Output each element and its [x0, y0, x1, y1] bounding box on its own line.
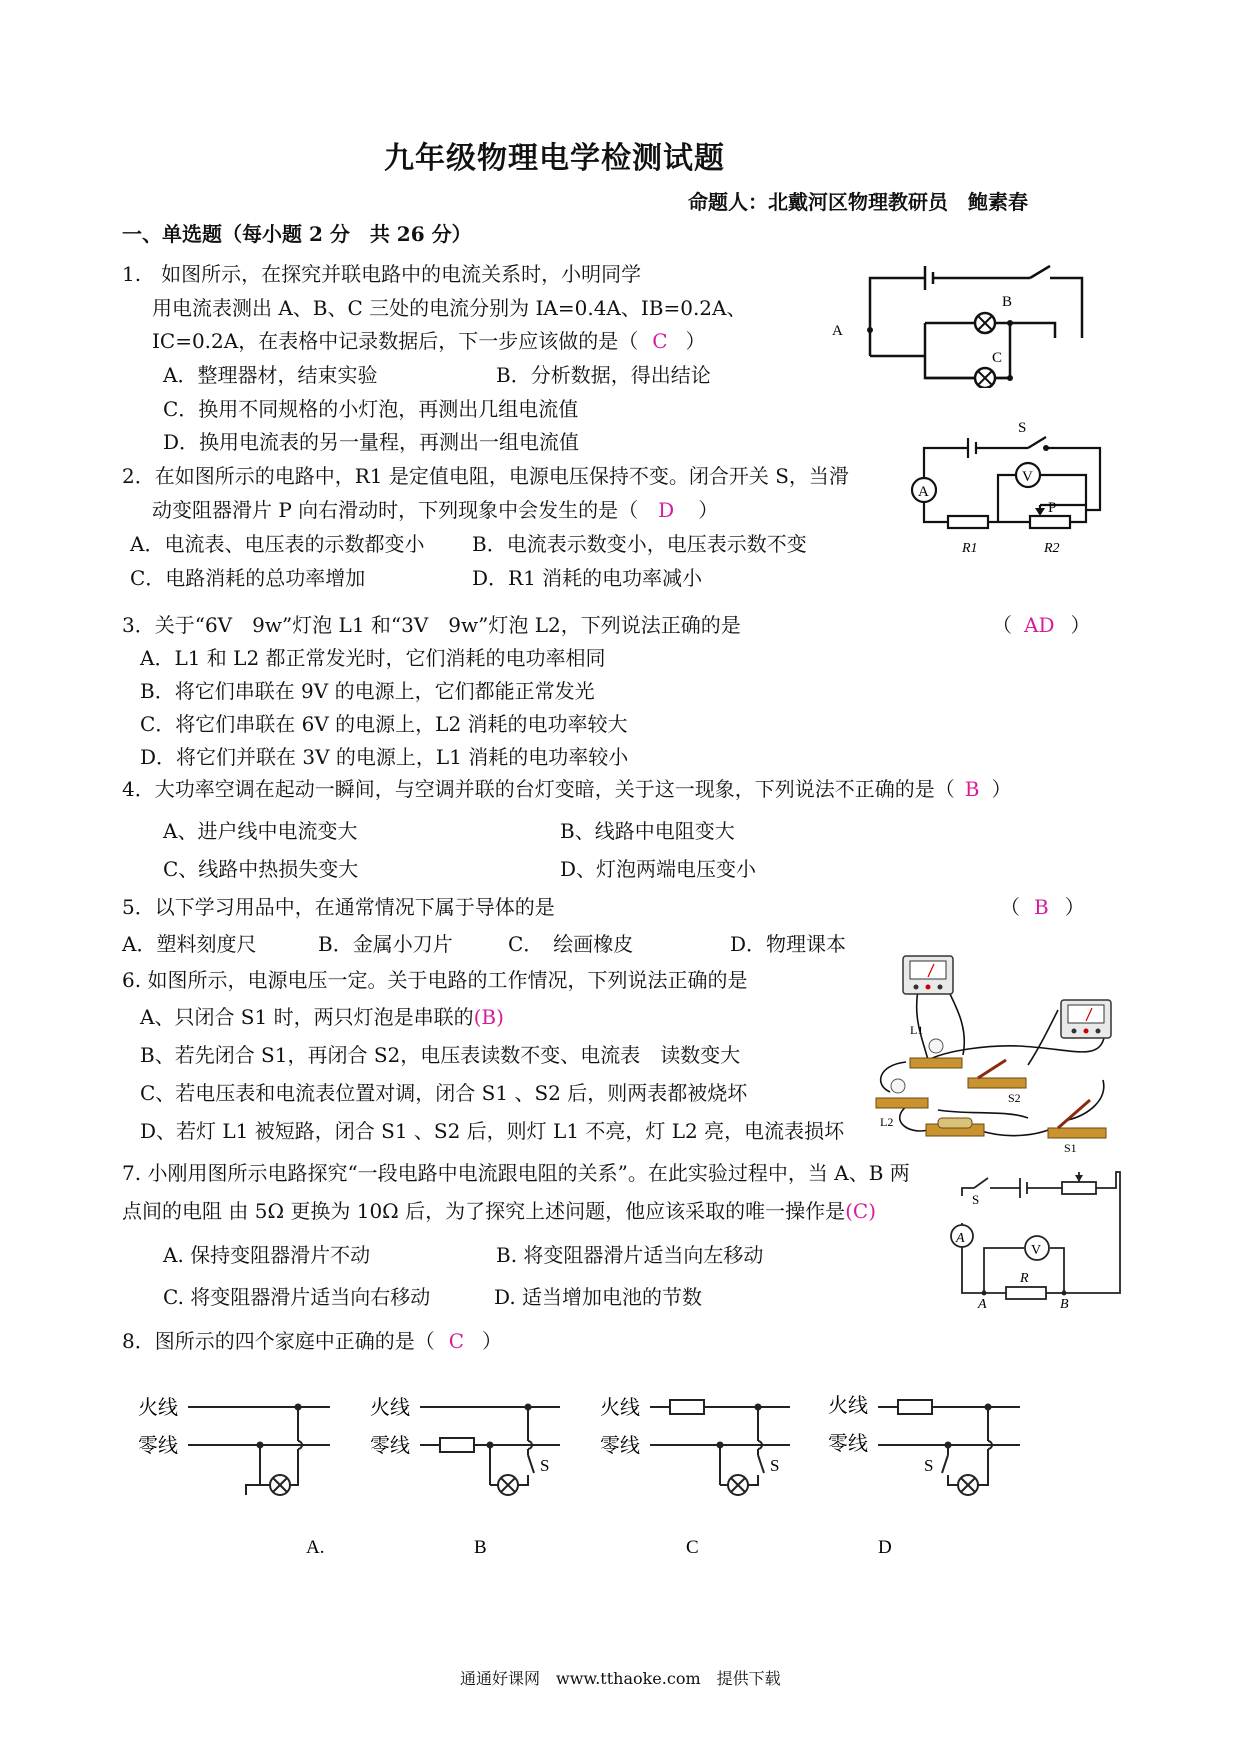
- option-label-a: A.: [306, 1537, 325, 1558]
- q1-close: ）: [685, 329, 706, 353]
- lamp-icon: [270, 1475, 290, 1495]
- q6-option-d: D、若灯 L1 被短路，闭合 S1 、S2 后，则灯 L1 不亮，灯 L2 亮，电流表损坏: [140, 1119, 845, 1143]
- q5-option-b: B．金属小刀片: [318, 932, 453, 956]
- q5-option-d: D．物理课本: [730, 932, 847, 956]
- q2-option-c: C．电路消耗的总功率增加: [130, 566, 366, 590]
- q7-fig-label-pb: B: [1060, 1297, 1069, 1308]
- q5-answer: B: [1034, 895, 1049, 919]
- ammeter-icon: [1061, 1000, 1111, 1038]
- svg-text:A: A: [918, 484, 929, 500]
- q2-circuit-diagram: [900, 420, 1130, 560]
- option-label-c: C: [686, 1537, 699, 1558]
- q7-fig-label-pa: A: [978, 1297, 987, 1308]
- q4-stem: 4．大功率空调在起动一瞬间，与空调并联的台灯变暗，关于这一现象，下列说法不正确的是（: [122, 777, 955, 801]
- footer-credit: 通通好课网 www.tthaoke.com 提供下载: [460, 1669, 781, 1688]
- q1-line2: 用电流表测出 A、B、C 三处的电流分别为 IA=0.4A、IB=0.2A、: [152, 296, 747, 320]
- q3-option-d: D．将它们并联在 3V 的电源上，L1 消耗的电功率较小: [140, 745, 629, 769]
- q2-fig-label-r1: R1: [962, 541, 978, 556]
- q7-line2: 点间的电阻 由 5Ω 更换为 10Ω 后，为了探究上述问题，他应该采取的唯一操作是: [122, 1199, 846, 1223]
- q5-option-c: C． 绘画橡皮: [508, 932, 634, 956]
- q4-option-c: C、线路中热损失变大: [163, 857, 359, 881]
- q5-close: ）: [1064, 895, 1085, 919]
- switch-label-d: S: [924, 1456, 934, 1475]
- option-label-d: D: [878, 1537, 892, 1558]
- switch-label-b: S: [540, 1456, 550, 1475]
- lamp-icon: [876, 1079, 928, 1108]
- q6-fig-label-s1: S1: [1064, 1141, 1077, 1155]
- q5-open: （: [1000, 895, 1020, 919]
- q4-close: ）: [991, 777, 1012, 801]
- lamp-icon: [975, 313, 995, 333]
- q6-option-b: B、若先闭合 S1，再闭合 S2，电压表读数不变、电流表 读数变大: [140, 1043, 741, 1067]
- q6-option-c: C、若电压表和电流表位置对调，闭合 S1 、S2 后，则两表都被烧坏: [140, 1081, 748, 1105]
- live-label-b: 火线: [370, 1397, 410, 1419]
- neutral-label-a: 零线: [138, 1435, 178, 1457]
- ammeter-icon: [912, 478, 936, 502]
- live-label-d: 火线: [828, 1395, 868, 1417]
- neutral-label-d: 零线: [828, 1433, 868, 1455]
- voltmeter-icon: [1016, 463, 1040, 487]
- q7-fig-label-s: S: [972, 1192, 980, 1207]
- q4-line1: [122, 776, 1011, 802]
- q8-answer: C: [448, 1329, 465, 1353]
- q7-option-a: A. 保持变阻器滑片不动: [163, 1243, 371, 1267]
- ammeter-icon: [951, 1225, 973, 1247]
- q2-option-b: B．电流表示数变小，电压表示数不变: [472, 532, 807, 556]
- q2-stem: 动变阻器滑片 P 向右滑动时，下列现象中会发生的是（: [152, 498, 639, 522]
- switch-icon: [968, 1060, 1026, 1088]
- q2-line2: [152, 497, 718, 523]
- q3-option-b: B．将它们串联在 9V 的电源上，它们都能正常发光: [140, 679, 595, 703]
- author-line: 命题人：北戴河区物理教研员 鲍素春: [688, 190, 1028, 214]
- q7-fig-label-r: R: [1020, 1271, 1029, 1286]
- svg-text:A: A: [956, 1231, 965, 1246]
- q1-fig-label-b: B: [1002, 294, 1013, 310]
- q1-stem: IC=0.2A，在表格中记录数据后，下一步应该做的是（: [152, 329, 639, 353]
- voltmeter-icon: [1025, 1236, 1049, 1260]
- q2-answer: D: [658, 498, 675, 522]
- q2-fig-label-s: S: [1018, 420, 1027, 436]
- q8-line1: [122, 1328, 502, 1354]
- lamp-icon: [728, 1475, 748, 1495]
- q3-answer-group: [992, 612, 1090, 638]
- q7-circuit-diagram: [944, 1168, 1126, 1308]
- lamp-icon: [958, 1475, 978, 1495]
- q7-answer: (C): [845, 1199, 877, 1223]
- q7-option-b: B. 将变阻器滑片适当向左移动: [496, 1243, 764, 1267]
- q3-option-c: C．将它们串联在 6V 的电源上，L2 消耗的电功率较大: [140, 712, 628, 736]
- q5-answer-group: [1000, 894, 1085, 920]
- q6-fig-label-l1: L1: [910, 1023, 924, 1037]
- section-heading: 一、单选题（每小题 2 分 共 26 分）: [122, 222, 472, 246]
- q1-option-d: D．换用电流表的另一量程，再测出一组电流值: [163, 430, 580, 454]
- q1-answer: C: [652, 329, 668, 353]
- q3-line1: 3．关于“6V 9w”灯泡 L1 和“3V 9w”灯泡 L2，下列说法正确的是: [122, 613, 741, 637]
- q7-line1: 7. 小刚用图所示电路探究“一段电路中电流跟电阻的关系”。在此实验过程中，当 A、B 两: [122, 1161, 910, 1185]
- q4-option-d: D、灯泡两端电压变小: [560, 857, 757, 881]
- q5-line1: 5．以下学习用品中，在通常情况下属于导体的是: [122, 895, 555, 919]
- q2-option-d: D．R1 消耗的电功率减小: [472, 566, 703, 590]
- live-label-c: 火线: [600, 1397, 640, 1419]
- svg-text:V: V: [1022, 469, 1033, 485]
- q6-apparatus-diagram: [868, 950, 1124, 1162]
- q7-option-d: D. 适当增加电池的节数: [494, 1285, 703, 1309]
- q1-line1: 1. 如图所示，在探究并联电路中的电流关系时，小明同学: [122, 262, 642, 286]
- switch-icon: [1048, 1100, 1106, 1138]
- q1-circuit-diagram: [830, 258, 1100, 388]
- q6-fig-label-s2: S2: [1008, 1091, 1021, 1105]
- battery-icon: [926, 1118, 984, 1136]
- q4-answer: B: [964, 777, 980, 801]
- q3-open: （: [992, 613, 1012, 637]
- q1-option-b: B．分析数据，得出结论: [496, 363, 711, 387]
- q3-close: ）: [1070, 613, 1091, 637]
- q8-close: ）: [482, 1329, 503, 1353]
- svg-text:V: V: [1031, 1243, 1042, 1258]
- q6-fig-label-l2: L2: [880, 1115, 894, 1129]
- q1-option-c: C．换用不同规格的小灯泡，再测出几组电流值: [163, 397, 579, 421]
- q6-line1: 6. 如图所示，电源电压一定。关于电路的工作情况，下列说法正确的是: [122, 968, 748, 992]
- q2-line1: 2．在如图所示的电路中，R1 是定值电阻，电源电压保持不变。闭合开关 S，当滑: [122, 464, 849, 488]
- q1-fig-label-c: C: [992, 350, 1003, 366]
- q2-fig-label-r2: R2: [1044, 541, 1060, 556]
- q6-option-a-row: [140, 1004, 504, 1030]
- q8-wiring-diagrams: [130, 1385, 1050, 1565]
- lamp-icon: [498, 1475, 518, 1495]
- option-label-b: B: [474, 1537, 487, 1558]
- q4-option-a: A、进户线中电流变大: [163, 819, 358, 843]
- q3-option-a: A．L1 和 L2 都正常发光时，它们消耗的电功率相同: [140, 646, 606, 670]
- voltmeter-icon: [903, 956, 953, 994]
- live-label-a: 火线: [138, 1397, 178, 1419]
- switch-label-c: S: [770, 1456, 780, 1475]
- q2-close: ）: [698, 498, 719, 522]
- page-title: 九年级物理电学检测试题: [384, 141, 725, 176]
- q2-option-a: A．电流表、电压表的示数都变小: [130, 532, 425, 556]
- q1-line3: [152, 328, 706, 354]
- lamp-icon: [910, 1039, 962, 1068]
- neutral-label-b: 零线: [370, 1435, 410, 1457]
- q7-option-c: C. 将变阻器滑片适当向右移动: [163, 1285, 431, 1309]
- lamp-icon: [975, 368, 995, 388]
- neutral-label-c: 零线: [600, 1435, 640, 1457]
- q3-answer: AD: [1024, 613, 1055, 637]
- q4-option-b: B、线路中电阻变大: [560, 819, 735, 843]
- q2-fig-label-p: P: [1048, 500, 1057, 516]
- q5-option-a: A．塑料刻度尺: [122, 932, 257, 956]
- q8-stem: 8．图所示的四个家庭中正确的是（: [122, 1329, 435, 1353]
- q7-line2-row: [122, 1198, 876, 1224]
- q6-answer: (B): [473, 1005, 504, 1029]
- q6-option-a: A、只闭合 S1 时，两只灯泡是串联的: [140, 1005, 474, 1029]
- q1-fig-label-a: A: [832, 323, 843, 339]
- q1-option-a: A．整理器材，结束实验: [163, 363, 378, 387]
